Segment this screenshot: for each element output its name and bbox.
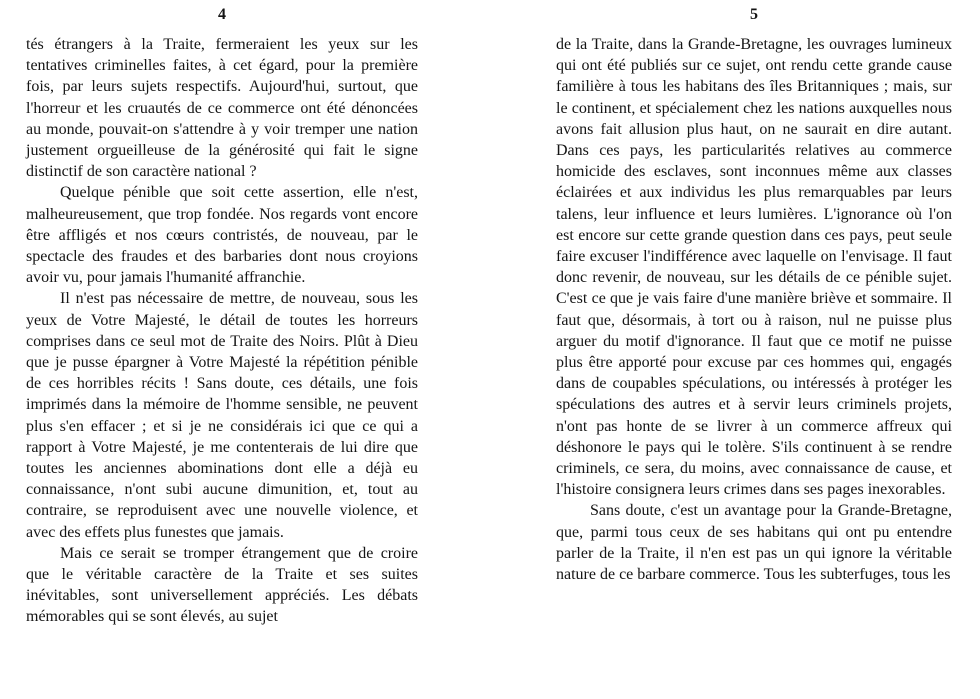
left-page	[26, 0, 418, 699]
page-number: 4	[218, 6, 226, 23]
right-page	[556, 0, 952, 699]
paragraph: tés étrangers à la Traite, fermeraient les yeux sur les tentatives criminelles faites, à cet égard, pour la première fois, par leurs sujets respectifs. Aujourd'hui, surtout, que l'horreur et les cruautés de ce commerce ont été dénoncées au monde, pouvait-on s'attendre à y voir tremper une nation justement orgueilleuse de la générosité qui fait le signe distinctif de son caractère national ?	[26, 36, 418, 181]
paragraph: Il n'est pas nécessaire de mettre, de nouveau, sous les yeux de Votre Majesté, le détail de toutes les horreurs comprises dans ce seul mot de Traite des Noirs. Plût à Dieu que je pusse épargner à Votre Majesté la répétition pénible de ces horribles récits ! Sans doute, ces détails, une fois imprimés dans la mémoire de l'homme sensible, ne peuvent plus s'en effacer ; et si je ne considérais ici que ce qui a rapport à Votre Majesté, je me contenterais de lui dire que toutes les anciennes abominations dont elle a déjà eu connaissance, n'ont subi aucune dimunition, et, tout au contraire, se reproduisent avec une nouvelle violence, et avec des effets plus funestes que jamais.	[26, 290, 418, 541]
paragraph: Quelque pénible que soit cette assertion, elle n'est, malheureusement, que trop fondée. Nos regards vont encore être affligés et nos cœurs contristés, de nouveau, par le spectacle des fraudes et des barbaries dont nous croyions avoir vu, pour jamais l'humanité affranchie.	[26, 184, 418, 287]
page-number: 5	[750, 6, 758, 23]
paragraph: Mais ce serait se tromper étrangement que de croire que le véritable caractère de la Traite et ses suites inévitables, sont universellement appréciés. Les débats mémorables qui se sont élevés, au sujet	[26, 544, 418, 626]
text-column	[26, 34, 418, 628]
text-column	[556, 34, 952, 585]
paragraph: Sans doute, c'est un avantage pour la Grande-Bretagne, que, parmi tous ceux de ses habitans qui ont pu entendre parler de la Traite, il n'en est pas un qui ignore la véritable nature de ce barbare commerce. Tous les subterfuges, tous les	[556, 502, 952, 584]
paragraph: de la Traite, dans la Grande-Bretagne, les ouvrages lumineux qui ont été publiés sur ce sujet, ont rendu cette grande cause familière à tous les habitans des îles Britanniques ; mais, sur le continent, et spécialement chez les nations auxquelles nous avons fait allusion plus haut, on ne saurait en dire autant. Dans ces pays, les particularités relatives au commerce homicide des esclaves, sont inconnues même aux classes éclairées et aux individus les plus remarquables par leurs talens, leur influence et leurs lumières. L'ignorance où l'on est encore sur cette grande question dans ces pays, peut seule faire excuser l'indifférence avec laquelle on l'envisage. Il faut donc revenir, de nouveau, sur les détails de ce pénible sujet. C'est ce que je vais faire d'une manière briève et sommaire. Il faut que, désormais, à tort ou à raison, nul ne puisse plus arguer du motif d'ignorance. Il faut que ce motif ne puisse plus être apporté pour excuse par ces hommes qui, engagés dans de coupables spéculations, ou intéressés à protéger les spéculations des autres et à servir leurs criminels projets, n'ont pas honte de se livrer à un commerce affreux qui déshonore le pays qui le tolère. S'ils continuent à se rendre criminels, ce sera, du moins, avec connaissance de cause, et l'histoire consignera leurs crimes dans ses pages inexorables.	[556, 36, 952, 499]
